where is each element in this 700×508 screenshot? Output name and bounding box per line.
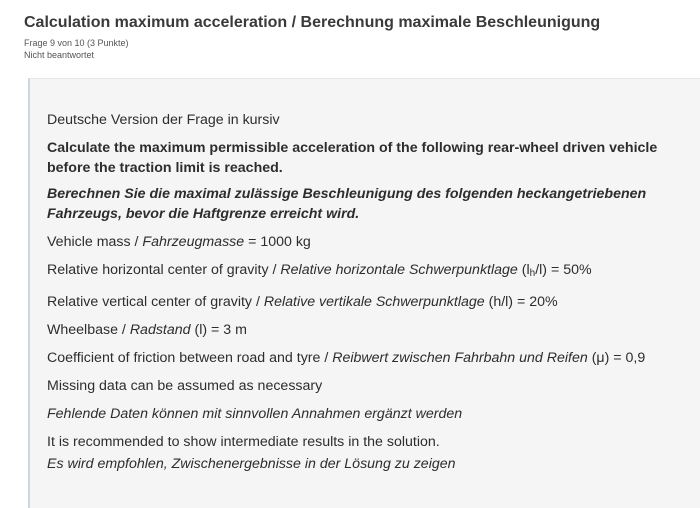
wb-label-de: Radstand: [129, 322, 191, 338]
hcog-label-de: Relative horizontale Schwerpunktlage: [280, 262, 518, 278]
question-text: [47, 110, 687, 474]
missing-data-de: Fehlende Daten können mit sinnvollen Annahmen ergänzt werden: [47, 406, 463, 422]
mu-label-de: Reibwert zwischen Fahrbahn und Reifen: [332, 350, 588, 366]
wb-label-en: Wheelbase /: [47, 322, 130, 338]
hcog-value: /l) = 50%: [535, 262, 592, 278]
mass-label-en: Vehicle mass /: [47, 234, 143, 250]
wheelbase: [47, 320, 687, 340]
horizontal-cog: [47, 260, 687, 284]
question-header: [24, 12, 690, 61]
task-en: Calculate the maximum permissible acceleration of the following rear-wheel driven vehicle before the traction limit is reached.: [47, 140, 658, 176]
mu-label-en: Coefficient of friction between road and tyre /: [47, 350, 333, 366]
hcog-label-en: Relative horizontal center of gravity /: [47, 262, 281, 278]
question-number: Frage 9 von 10 (3 Punkte): [24, 38, 129, 48]
wb-value: (l) = 3 m: [190, 322, 247, 338]
missing-data-en: Missing data can be assumed as necessary: [47, 378, 323, 394]
mass-label-de: Fahrzeugmasse: [142, 234, 245, 250]
mu-value: (μ) = 0,9: [587, 350, 646, 366]
recommendation-en: It is recommended to show intermediate results in the solution.: [47, 434, 440, 450]
hcog-subscript: h: [529, 268, 536, 279]
vehicle-mass: [47, 232, 687, 252]
task-de: Berechnen Sie die maximal zulässige Beschleunigung des folgenden heckangetriebenen Fahrzeugs, bevor die Haftgrenze erreicht wird.: [47, 186, 647, 222]
vcog-label-de: Relative vertikale Schwerpunktlage: [263, 294, 485, 310]
vcog-value: (h/l) = 20%: [484, 294, 558, 310]
question-status: Nicht beantwortet: [24, 50, 95, 60]
recommendation-de: Es wird empfohlen, Zwischenergebnisse in der Lösung zu zeigen: [47, 456, 456, 472]
vertical-cog: [47, 292, 687, 312]
intro-text: Deutsche Version der Frage in kursiv: [47, 112, 280, 128]
friction-coefficient: [47, 348, 687, 368]
vcog-label-en: Relative vertical center of gravity /: [47, 294, 264, 310]
hcog-symbol: (l: [517, 262, 530, 278]
mass-value: = 1000 kg: [244, 234, 311, 250]
question-title: Calculation maximum acceleration / Berechnung maximale Beschleunigung: [24, 14, 601, 31]
